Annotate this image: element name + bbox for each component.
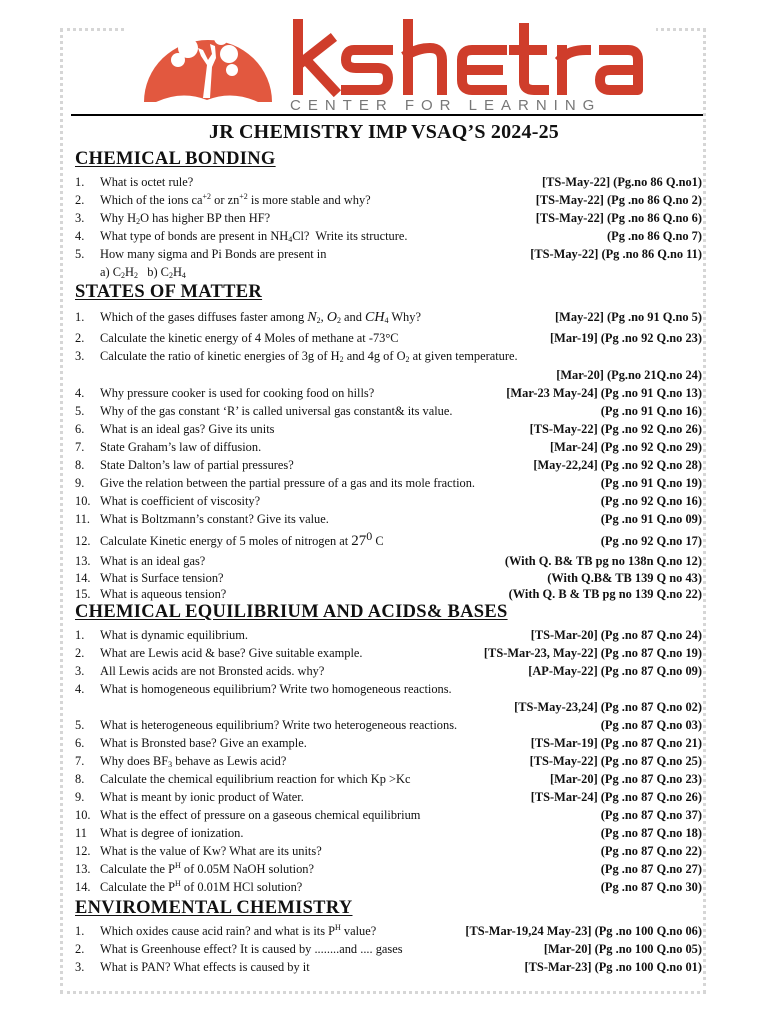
question-row (75, 940, 702, 958)
question-number: 7. (75, 754, 85, 768)
question-reference: [AP-May-22] (Pg .no 87 Q.no 09) (528, 664, 702, 678)
question-reference: (Pg .no 87 Q.no 37) (600, 808, 702, 822)
question-reference: (Pg .no 91 Q.no 09) (600, 512, 702, 526)
question-text: Which of the ions $ca^{+2}$ or $zn^{+2}$ is more stable and why? (100, 192, 371, 207)
question-reference: [Mar-19] (Pg .no 92 Q.no 23) (550, 331, 702, 345)
question-reference: [Mar-24] (Pg .no 92 Q.no 29) (550, 440, 702, 454)
question-number: 1. (75, 175, 85, 189)
question-row (75, 173, 702, 191)
question-row (75, 698, 702, 716)
header-rule (71, 114, 703, 116)
question-text: What is heterogeneous equilibrium? Write two heterogeneous reactions. (100, 718, 458, 732)
question-text: What is Surface tension? (100, 571, 224, 585)
section-heading-bonding: CHEMICAL BONDING (75, 149, 276, 169)
question-number: 5. (75, 247, 85, 261)
question-text: What is homogeneous equilibrium? Write two homogeneous reactions. (100, 682, 452, 696)
question-row (75, 347, 702, 365)
question-reference: [TS-Mar-19] (Pg .no 87 Q.no 21) (530, 736, 702, 750)
question-reference: (Pg .no 87 Q.no 27) (600, 862, 702, 876)
question-number: 1. (75, 310, 85, 324)
question-reference: (Pg .no 87 Q.no 22) (600, 844, 702, 858)
question-text: All Lewis acids are not Bronsted acids. why? (100, 664, 325, 678)
question-reference: [TS-May-22] (Pg .no 86 Q.no 6) (535, 211, 702, 225)
kshetra-logo (124, 10, 656, 113)
question-text: State Dalton’s law of partial pressures? (100, 458, 294, 472)
question-reference: [Mar-20] (Pg .no 87 Q.no 23) (550, 772, 702, 786)
question-number: 3. (75, 211, 85, 225)
question-text: Calculate the $P^H$ of 0.01M HCl solution? (100, 879, 303, 894)
question-text: Calculate the ratio of kinetic energies of 3g of $H_2$ and 4g of $O_2$ at given temperature. (100, 349, 518, 364)
question-row (75, 878, 702, 896)
question-text: Why of the gas constant ‘R’ is called universal gas constant& its value. (100, 404, 453, 418)
question-row (75, 245, 702, 263)
question-row (75, 263, 702, 281)
question-row (75, 958, 702, 976)
question-reference: [TS-May-22] (Pg .no 92 Q.no 26) (529, 422, 702, 436)
question-text: Give the relation between the partial pressure of a gas and its mole fraction. (100, 476, 476, 490)
question-text: What are Lewis acid & base? Give suitable example. (100, 646, 363, 660)
question-text: What is the effect of pressure on a gaseous chemical equilibrium (100, 808, 421, 822)
question-text: Which of the gases diffuses faster among $N_2$, $O_2$ and $CH_4$ Why? (100, 310, 421, 325)
question-number: 8. (75, 772, 85, 786)
question-row (75, 585, 702, 603)
question-text: Why $H_2O$ has higher BP then HF? (100, 211, 271, 226)
question-row (75, 529, 702, 550)
question-reference: (Pg .no 91 Q.no 16) (600, 404, 702, 418)
question-reference: (With Q. B& TB pg no 138n Q.no 12) (504, 554, 702, 568)
question-number: 2. (75, 942, 85, 956)
question-number: 10. (75, 494, 91, 508)
question-text: Why does $BF_3$ behave as Lewis acid? (100, 754, 287, 769)
question-row (75, 191, 702, 209)
question-reference: (Pg .no 92 Q.no 17) (600, 534, 702, 548)
question-text: a) $C_2H_2$ b) $C_2H_4$ (100, 265, 186, 280)
question-text: State Graham’s law of diffusion. (100, 440, 262, 454)
question-text: What is Boltzmann’s constant? Give its value. (100, 512, 329, 526)
question-text: What is Greenhouse effect? It is caused by ........and .... gases (100, 942, 403, 956)
question-reference: (Pg .no 87 Q.no 18) (600, 826, 702, 840)
question-reference: [May-22,24] (Pg .no 92 Q.no 28) (533, 458, 702, 472)
question-row (75, 626, 702, 644)
question-number: 12. (75, 534, 91, 548)
question-reference: [TS-May-22] (Pg .no 86 Q.no 2) (535, 193, 702, 207)
question-row (75, 438, 702, 456)
question-reference: (Pg .no 86 Q.no 7) (607, 229, 702, 243)
section-heading-states: STATES OF MATTER (75, 282, 263, 302)
question-number: 9. (75, 476, 85, 490)
question-row (75, 788, 702, 806)
question-reference: [TS-May-22] (Pg .no 87 Q.no 25) (529, 754, 702, 768)
question-text: What is aqueous tension? (100, 587, 227, 601)
question-reference: (With Q. B & TB pg no 139 Q.no 22) (508, 587, 702, 601)
question-text: What is an ideal gas? (100, 554, 206, 568)
question-number: 2. (75, 331, 85, 345)
question-reference: [TS-May-22] (Pg .no 86 Q.no 11) (530, 247, 702, 261)
question-number: 7. (75, 440, 85, 454)
question-row (75, 366, 702, 384)
question-row (75, 752, 702, 770)
question-reference: [Mar-20] (Pg.no 21Q.no 24) (556, 368, 702, 382)
question-number: 4. (75, 229, 85, 243)
question-text: What is Bronsted base? Give an example. (100, 736, 307, 750)
question-text: Why pressure cooker is used for cooking food on hills? (100, 386, 375, 400)
question-text: What is the value of Kw? What are its units? (100, 844, 322, 858)
question-row (75, 420, 702, 438)
question-text: Calculate the chemical equilibrium reaction for which Kp >Kc (100, 772, 411, 786)
question-reference: (With Q.B& TB 139 Q no 43) (547, 571, 702, 585)
question-number: 4. (75, 386, 85, 400)
question-text: What is degree of ionization. (100, 826, 244, 840)
question-reference: (Pg .no 87 Q.no 30) (600, 880, 702, 894)
question-row (75, 492, 702, 510)
question-text: What is an ideal gas? Give its units (100, 422, 275, 436)
question-number: 11 (75, 826, 87, 840)
question-reference: (Pg .no 87 Q.no 03) (600, 718, 702, 732)
question-number: 11. (75, 512, 91, 526)
question-text: Calculate the kinetic energy of 4 Moles of methane at -73°C (100, 331, 399, 345)
question-row (75, 680, 702, 698)
question-number: 13. (75, 862, 91, 876)
question-number: 5. (75, 718, 85, 732)
question-reference: (Pg .no 92 Q.no 16) (600, 494, 702, 508)
section-heading-environment: ENVIROMENTAL CHEMISTRY (75, 898, 353, 918)
question-number: 14. (75, 880, 91, 894)
question-text: What is coefficient of viscosity? (100, 494, 261, 508)
question-number: 12. (75, 844, 91, 858)
question-row (75, 644, 702, 662)
question-row (75, 716, 702, 734)
question-number: 2. (75, 193, 85, 207)
question-row (75, 770, 702, 788)
question-number: 3. (75, 960, 85, 974)
question-reference: (Pg .no 91 Q.no 19) (600, 476, 702, 490)
question-text: What is dynamic equilibrium. (100, 628, 248, 642)
question-number: 6. (75, 736, 85, 750)
question-number: 1. (75, 628, 85, 642)
question-reference: [TS-May-23,24] (Pg .no 87 Q.no 02) (514, 700, 702, 714)
question-text: What is octet rule? (100, 175, 194, 189)
question-row (75, 308, 702, 326)
question-row (75, 510, 702, 528)
question-row (75, 734, 702, 752)
question-number: 8. (75, 458, 85, 472)
question-number: 15. (75, 587, 91, 601)
question-reference: [TS-May-22] (Pg.no 86 Q.no1) (541, 175, 702, 189)
question-number: 9. (75, 790, 85, 804)
question-number: 6. (75, 422, 85, 436)
question-number: 10. (75, 808, 91, 822)
question-text: What is PAN? What effects is caused by it (100, 960, 310, 974)
question-reference: [TS-Mar-24] (Pg .no 87 Q.no 26) (530, 790, 702, 804)
question-text: Calculate the $P^H$ of 0.05M NaOH solution? (100, 861, 314, 876)
question-reference: [TS-Mar-23, May-22] (Pg .no 87 Q.no 19) (483, 646, 702, 660)
question-number: 13. (75, 554, 91, 568)
question-number: 14. (75, 571, 91, 585)
question-reference: [May-22] (Pg .no 91 Q.no 5) (555, 310, 702, 324)
question-row (75, 842, 702, 860)
question-row (75, 824, 702, 842)
question-row (75, 552, 702, 570)
question-row (75, 209, 702, 227)
question-row (75, 227, 702, 245)
question-row (75, 384, 702, 402)
question-text: What type of bonds are present in $NH_4Cl$? Write its structure. (100, 229, 408, 244)
question-row (75, 474, 702, 492)
question-row (75, 456, 702, 474)
question-text: Which oxides cause acid rain? and what is its $P^H$ value? (100, 923, 377, 938)
question-text: Calculate Kinetic energy of 5 moles of nitrogen at $27^0$ C (100, 529, 384, 549)
question-number: 3. (75, 664, 85, 678)
question-row (75, 922, 702, 940)
section-heading-equilibrium: CHEMICAL EQUILIBRIUM AND ACIDS& BASES (75, 602, 508, 622)
question-number: 4. (75, 682, 85, 696)
question-number: 2. (75, 646, 85, 660)
question-row (75, 402, 702, 420)
question-row (75, 860, 702, 878)
question-row (75, 662, 702, 680)
svg-text:CENTER FOR LEARNING: CENTER FOR LEARNING (290, 97, 602, 113)
question-reference: [Mar-20] (Pg .no 100 Q.no 05) (543, 942, 702, 956)
question-reference: [TS-Mar-23] (Pg .no 100 Q.no 01) (524, 960, 702, 974)
question-row (75, 329, 702, 347)
question-number: 1. (75, 924, 85, 938)
question-reference: [Mar-23 May-24] (Pg .no 91 Q.no 13) (506, 386, 702, 400)
question-reference: [TS-Mar-20] (Pg .no 87 Q.no 24) (530, 628, 702, 642)
question-text: What is meant by ionic product of Water. (100, 790, 304, 804)
question-number: 3. (75, 349, 85, 363)
question-number: 5. (75, 404, 85, 418)
question-row (75, 806, 702, 824)
question-reference: [TS-Mar-19,24 May-23] (Pg .no 100 Q.no 06) (465, 924, 702, 938)
page-title: JR CHEMISTRY IMP VSAQ’S 2024-25 (209, 121, 559, 143)
question-text: How many sigma and Pi Bonds are present in (100, 247, 327, 261)
